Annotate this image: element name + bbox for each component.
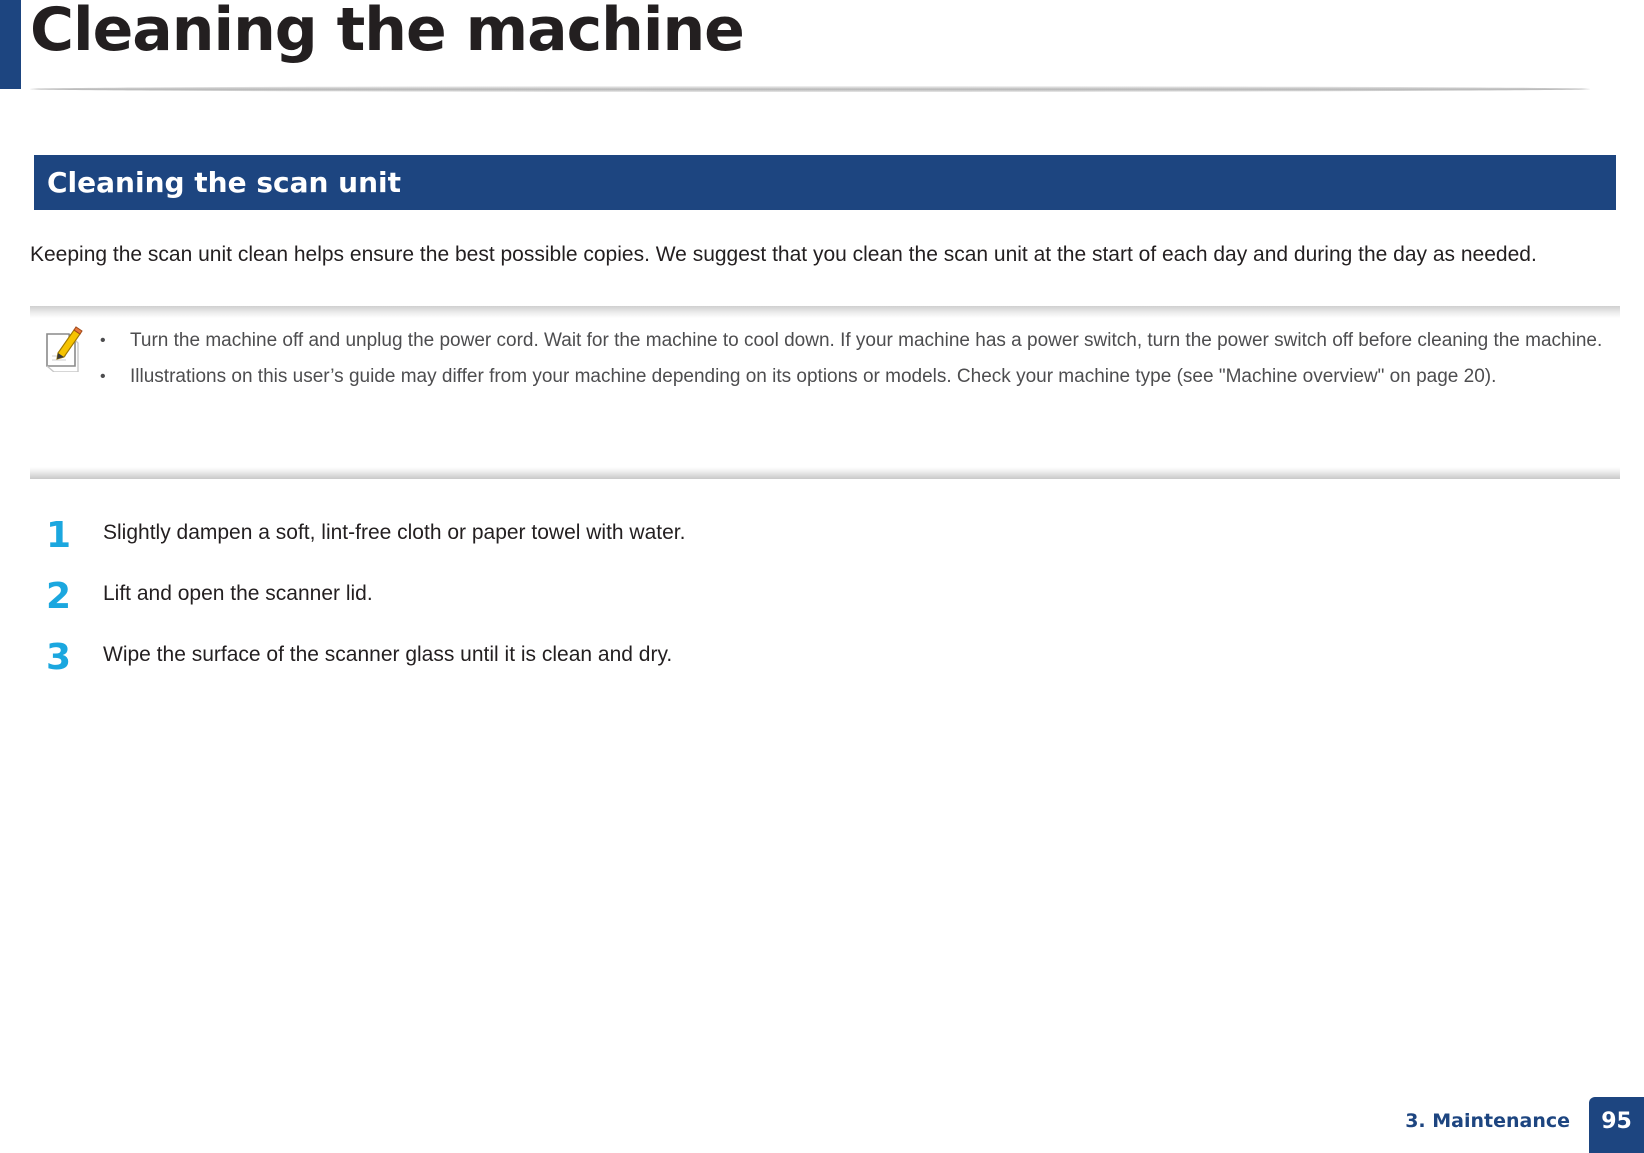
section-heading: Cleaning the scan unit (47, 166, 402, 199)
page-number-badge (1589, 1097, 1644, 1153)
step-text: Slightly dampen a soft, lint-free cloth or paper towel with water. (103, 521, 686, 544)
intro-paragraph: Keeping the scan unit clean helps ensure the best possible copies. We suggest that you clean the scan unit at the start of each day and during the day as needed. (30, 243, 1537, 266)
step-text: Lift and open the scanner lid. (103, 582, 373, 605)
note-item (100, 326, 1620, 355)
step-text: Wipe the surface of the scanner glass until it is clean and dry. (103, 643, 673, 666)
note-bottom-divider (30, 467, 1620, 479)
section-header-bar (34, 155, 1616, 210)
note-text: Illustrations on this user’s guide may differ from your machine depending on its options or models. Check your machine type (see "Machine overview" on page 20). (130, 366, 1497, 387)
note-top-divider (30, 306, 1620, 318)
note-list (100, 326, 1620, 398)
bullet-marker: • (100, 368, 106, 385)
bullet-marker: • (100, 332, 106, 349)
page-number: 95 (1601, 1109, 1632, 1134)
note-pencil-icon (44, 326, 84, 372)
note-text: Turn the machine off and unplug the power cord. Wait for the machine to cool down. If your machine has a power switch, turn the power switch off before cleaning the machine. (130, 330, 1603, 351)
step-number: 1 (46, 515, 72, 556)
footer-chapter-label: 3. Maintenance (1405, 1110, 1570, 1132)
step-number: 3 (46, 637, 72, 678)
note-item (100, 362, 1620, 391)
page-title: Cleaning the machine (30, 0, 744, 65)
step-number: 2 (46, 576, 72, 617)
header-accent-bar (0, 0, 21, 89)
title-divider (30, 86, 1590, 92)
